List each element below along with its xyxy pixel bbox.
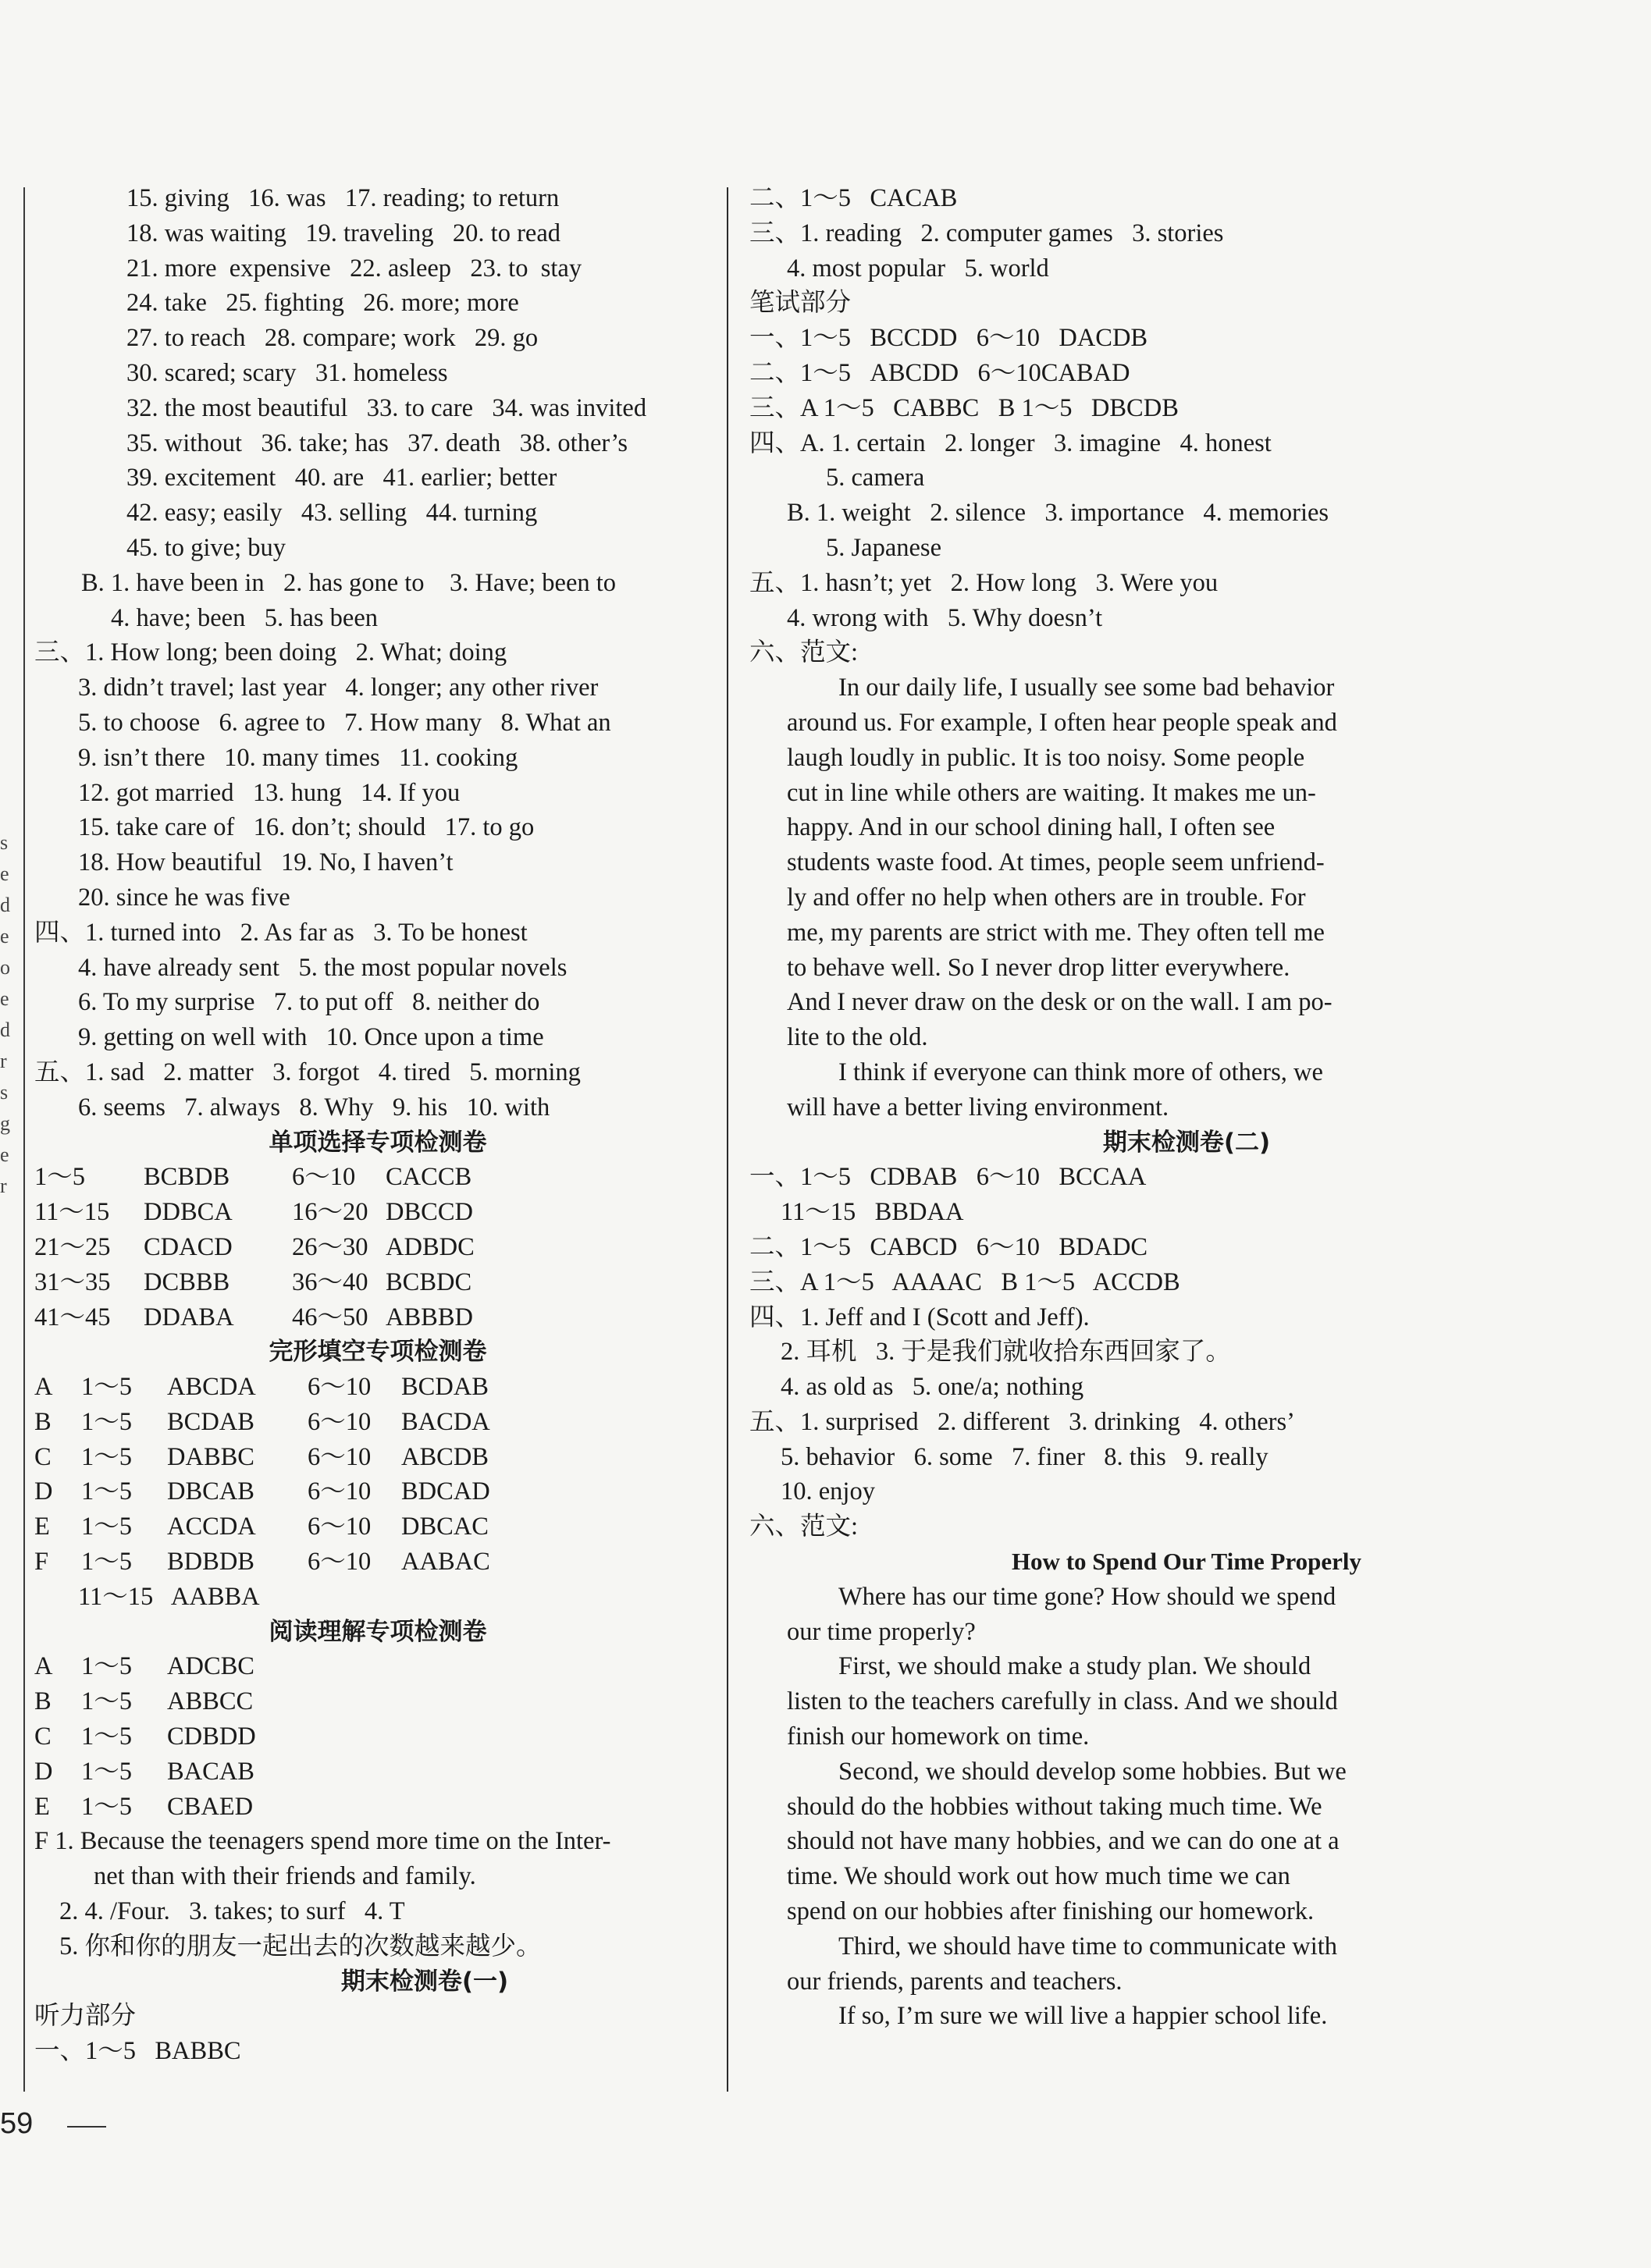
answer-line: 18. was waiting 19. traveling 20. to read: [126, 219, 560, 247]
answer-line: 39. excitement 40. are 41. earlier; better: [126, 464, 557, 492]
right-column: [749, 181, 1624, 2034]
section-5-line: 五、1. sad 2. matter 3. forgot 4. tired 5. morning: [34, 1058, 581, 1086]
essay-line: lite to the old.: [787, 1023, 928, 1052]
essay-line: Where has our time gone? How should we spend: [838, 1582, 1336, 1611]
answer-row: A 1～5 ABCDA 6～10 BCDAB: [34, 1373, 489, 1402]
answer-row: C 1～5 CDBDD: [34, 1722, 256, 1751]
answer-line: 2. 耳机 3. 于是我们就收拾东西回家了。: [781, 1338, 1231, 1367]
final-exam-2-title: 期末检测卷(二): [1102, 1128, 1271, 1157]
essay-line: will have a better living environment.: [787, 1093, 1169, 1122]
reading-title: 阅读理解专项检测卷: [269, 1617, 487, 1646]
essay-line: should not have many hobbies, and we can do one at a: [787, 1827, 1340, 1856]
answer-row: E 1～5 ACCDA 6～10 DBCAC: [34, 1513, 489, 1541]
answer-line: 30. scared; scary 31. homeless: [126, 358, 448, 387]
answer-line: 21. more expensive 22. asleep 23. to stay: [126, 254, 582, 283]
section-3-line: 12. got married 13. hung 14. If you: [78, 778, 461, 807]
cloze-title: 完形填空专项检测卷: [269, 1338, 487, 1367]
answer-line: net than with their friends and family.: [94, 1862, 476, 1891]
page-number: 59: [0, 2107, 34, 2140]
essay-line: time. We should work out how much time we can: [787, 1862, 1290, 1891]
answer-line: B. 1. have been in 2. has gone to 3. Have; been to: [81, 568, 617, 597]
answer-line: 4. have; been 5. has been: [111, 603, 379, 632]
answer-line: 5. 你和你的朋友一起出去的次数越来越少。: [59, 1932, 542, 1961]
section-4-line: 9. getting on well with 10. Once upon a time: [78, 1023, 544, 1052]
essay-line: Second, we should develop some hobbies. But we: [838, 1757, 1347, 1786]
essay-line: spend on our hobbies after finishing our homework.: [787, 1897, 1315, 1926]
answer-line: F 1. Because the teenagers spend more time on the Inter-: [34, 1827, 611, 1856]
answer-line: B. 1. weight 2. silence 3. importance 4. memories: [787, 499, 1329, 528]
answer-row: D 1～5 DBCAB 6～10 BDCAD: [34, 1477, 490, 1506]
answer-line: 一、1～5 CDBAB 6～10 BCCAA: [749, 1163, 1147, 1192]
margin-letters: s e d e o e d r s g e r: [0, 831, 10, 1197]
answer-line: 三、1. reading 2. computer games 3. stories: [749, 219, 1224, 247]
answer-line: 10. enjoy: [781, 1477, 875, 1506]
answer-line: 二、1～5 ABCDD 6～10CABAD: [749, 358, 1130, 387]
answer-line: 二、1～5 CACAB: [749, 184, 958, 212]
answer-line: 三、A 1～5 CABBC B 1～5 DBCDB: [749, 393, 1179, 422]
essay-line: In our daily life, I usually see some bad behavior: [838, 674, 1335, 702]
essay-line: If so, I’m sure we will live a happier school life.: [838, 2002, 1328, 2031]
answer-line: 11～15 BBDAA: [781, 1198, 964, 1227]
answer-row: A 1～5 ADCBC: [34, 1652, 254, 1681]
section-3-line: 3. didn’t travel; last year 4. longer; any other river: [78, 674, 599, 702]
answer-line: 5. Japanese: [826, 533, 941, 562]
essay-line: happy. And in our school dining hall, I often see: [787, 813, 1276, 842]
answer-line: 五、1. hasn’t; yet 2. How long 3. Were you: [749, 568, 1219, 597]
page-number-dash: [67, 2126, 106, 2128]
essay-line: to behave well. So I never drop litter everywhere.: [787, 953, 1290, 982]
essay-line: finish our homework on time.: [787, 1722, 1090, 1751]
answer-line: 15. giving 16. was 17. reading; to return: [126, 184, 560, 212]
answer-line: 2. 4. /Four. 3. takes; to surf 4. T: [59, 1897, 405, 1926]
column-divider: [727, 187, 728, 2092]
essay-line: me, my parents are strict with me. They often tell me: [787, 918, 1325, 947]
answer-row: D 1～5 BACAB: [34, 1757, 254, 1786]
left-column: [34, 181, 721, 2069]
essay-line: cut in line while others are waiting. It makes me un-: [787, 778, 1316, 807]
essay-line: laugh loudly in public. It is too noisy. Some people: [787, 743, 1305, 772]
essay-line: should do the hobbies without taking much time. We: [787, 1792, 1322, 1821]
written-part-label: 笔试部分: [749, 289, 852, 318]
answer-line: 45. to give; buy: [126, 533, 286, 562]
listening-part-label: 听力部分: [34, 2002, 137, 2031]
sample-essay-label: 六、范文:: [749, 638, 859, 667]
answer-line: 四、1. Jeff and I (Scott and Jeff).: [749, 1303, 1090, 1331]
answer-line: 三、A 1～5 AAAAC B 1～5 ACCDB: [749, 1267, 1180, 1296]
answer-line: 5. behavior 6. some 7. finer 8. this 9. really: [781, 1442, 1268, 1471]
essay-line: First, we should make a study plan. We should: [838, 1652, 1311, 1681]
answer-row: 1～5 BCBDB 6～10 CACCB: [34, 1163, 472, 1192]
essay-line: our time properly?: [787, 1617, 976, 1646]
section-3-line: 三、1. How long; been doing 2. What; doing: [34, 638, 507, 667]
answer-row: B 1～5 BCDAB 6～10 BACDA: [34, 1407, 490, 1436]
answer-line: 一、1～5 BCCDD 6～10 DACDB: [749, 324, 1148, 353]
essay-line: ly and offer no help when others are in trouble. For: [787, 883, 1306, 912]
answer-line: 5. camera: [826, 464, 925, 492]
section-4-line: 四、1. turned into 2. As far as 3. To be honest: [34, 918, 528, 947]
answer-line: 4. wrong with 5. Why doesn’t: [787, 603, 1103, 632]
section-3-line: 15. take care of 16. don’t; should 17. to go: [78, 813, 535, 842]
answer-line: 二、1～5 CABCD 6～10 BDADC: [749, 1232, 1148, 1261]
answer-line: 五、1. surprised 2. different 3. drinking 4. others’: [749, 1407, 1295, 1436]
answer-row: 31～35 DCBBB 36～40 BCBDC: [34, 1267, 472, 1296]
answer-line: 四、A. 1. certain 2. longer 3. imagine 4. honest: [749, 428, 1272, 457]
answer-row: E 1～5 CBAED: [34, 1792, 254, 1821]
single-choice-title: 单项选择专项检测卷: [269, 1128, 487, 1157]
answer-line: 11～15 AABBA: [78, 1582, 260, 1611]
answer-row: 41～45 DDABA 46～50 ABBBD: [34, 1303, 473, 1331]
essay-line: listen to the teachers carefully in class. And we should: [787, 1687, 1338, 1716]
answer-line: 32. the most beautiful 33. to care 34. was invited: [126, 393, 647, 422]
answer-line: 42. easy; easily 43. selling 44. turning: [126, 499, 538, 528]
section-3-line: 9. isn’t there 10. many times 11. cooking: [78, 743, 518, 772]
essay-line: our friends, parents and teachers.: [787, 1967, 1123, 1996]
answer-line: 4. most popular 5. world: [787, 254, 1049, 283]
answer-row: F 1～5 BDBDB 6～10 AABAC: [34, 1548, 490, 1577]
essay-line: And I never draw on the desk or on the wall. I am po-: [787, 988, 1333, 1017]
essay-line: Third, we should have time to communicate with: [838, 1932, 1338, 1961]
section-3-line: 5. to choose 6. agree to 7. How many 8. What an: [78, 708, 611, 737]
answer-row: 21～25 CDACD 26～30 ADBDC: [34, 1232, 475, 1261]
section-4-line: 6. To my surprise 7. to put off 8. neither do: [78, 988, 540, 1017]
answer-row: B 1～5 ABBCC: [34, 1687, 254, 1716]
essay-line: I think if everyone can think more of others, we: [838, 1058, 1323, 1086]
essay-line: students waste food. At times, people seem unfriend-: [787, 848, 1325, 877]
final-exam-1-title: 期末检测卷(一): [340, 1967, 509, 1996]
answer-line: 一、1～5 BABBC: [34, 2037, 241, 2066]
sample-essay-label: 六、范文:: [749, 1513, 859, 1541]
section-3-line: 18. How beautiful 19. No, I haven’t: [78, 848, 454, 877]
answer-line: 27. to reach 28. compare; work 29. go: [126, 324, 539, 353]
essay-title: How to Spend Our Time Properly: [1011, 1548, 1362, 1576]
essay-line: around us. For example, I often hear people speak and: [787, 708, 1337, 737]
section-5-line: 6. seems 7. always 8. Why 9. his 10. with: [78, 1093, 550, 1122]
left-edge-rule: [23, 187, 25, 2092]
answer-line: 35. without 36. take; has 37. death 38. other’s: [126, 428, 628, 457]
answer-row: C 1～5 DABBC 6～10 ABCDB: [34, 1442, 489, 1471]
section-4-line: 4. have already sent 5. the most popular novels: [78, 953, 568, 982]
answer-line: 24. take 25. fighting 26. more; more: [126, 289, 519, 318]
section-3-line: 20. since he was five: [78, 883, 290, 912]
answer-row: 11～15 DDBCA 16～20 DBCCD: [34, 1198, 473, 1227]
answer-line: 4. as old as 5. one/a; nothing: [781, 1373, 1084, 1402]
